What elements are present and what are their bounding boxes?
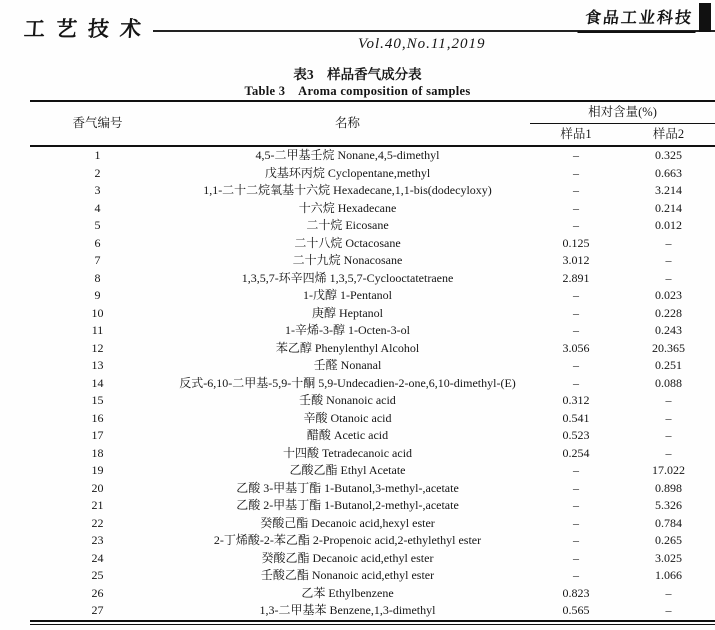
cell-name: 1,3,5,7-环辛四烯 1,3,5,7-Cyclooctatetraene — [241, 270, 454, 285]
table-row — [30, 427, 715, 445]
cell-sample2: – — [665, 253, 672, 267]
table-body — [30, 146, 715, 621]
table-row — [30, 532, 715, 550]
table-row — [30, 217, 715, 235]
header-relative-content: 相对含量(%) — [530, 101, 715, 124]
cell-sample1: – — [573, 463, 579, 477]
table-row — [30, 392, 715, 410]
cell-sample1: 3.056 — [562, 340, 590, 355]
cell-aroma-no: 5 — [94, 218, 101, 232]
cell-sample1: – — [573, 305, 579, 320]
cell-aroma-no: 20 — [91, 480, 104, 495]
table-row — [30, 410, 715, 428]
cell-sample1: 0.125 — [562, 235, 590, 250]
cell-aroma-no: 10 — [91, 305, 104, 320]
cell-sample1: – — [573, 200, 579, 215]
cell-sample2: 0.784 — [655, 515, 682, 530]
cell-sample1: – — [573, 568, 579, 582]
cell-sample1: 2.891 — [562, 270, 590, 285]
cell-name: 苯乙醇 Phenylenthyl Alcohol — [275, 340, 420, 355]
cell-aroma-no: 16 — [91, 410, 104, 425]
cell-sample2: – — [665, 270, 672, 285]
cell-aroma-no: 12 — [91, 340, 104, 355]
table-row — [30, 602, 715, 621]
cell-aroma-no: 19 — [91, 463, 104, 477]
cell-aroma-no: 27 — [91, 603, 104, 617]
cell-sample1: – — [573, 550, 579, 565]
cell-sample2: 0.214 — [655, 200, 682, 215]
cell-sample2: 0.012 — [655, 218, 682, 232]
cell-aroma-no: 23 — [91, 533, 104, 547]
table-row — [30, 165, 715, 183]
cell-aroma-no: 26 — [91, 585, 104, 600]
cell-name: 辛酸 Otanoic acid — [303, 410, 392, 425]
cell-name: 1,1-二十二烷氧基十六烷 Hexadecane,1,1-bis(dodecyloxy) — [203, 183, 492, 197]
cell-sample2: 3.214 — [655, 183, 682, 197]
cell-sample1: – — [573, 375, 579, 390]
cell-sample2: 0.251 — [655, 358, 682, 372]
cell-aroma-no: 13 — [91, 358, 104, 372]
table-row — [30, 515, 715, 533]
cell-sample1: – — [573, 515, 579, 530]
table-row — [30, 340, 715, 358]
cell-sample2: 0.023 — [655, 288, 682, 302]
cell-sample1: 0.823 — [562, 585, 590, 600]
cell-sample1: – — [573, 183, 579, 197]
cell-aroma-no: 6 — [94, 235, 101, 250]
table-header — [30, 101, 715, 146]
table-title-en: Table 3 Aroma composition of samples — [244, 84, 471, 98]
cell-sample2: – — [665, 410, 672, 425]
table-title-zh: 表3 样品香气成分表 — [293, 67, 422, 82]
header-name: 名称 — [334, 116, 360, 130]
journal-logo-bar-icon — [699, 3, 711, 32]
cell-name: 1-戊醇 1-Pentanol — [303, 288, 392, 302]
cell-name: 二十八烷 Octacosane — [294, 235, 401, 250]
cell-sample2: – — [665, 603, 672, 617]
table-row — [30, 287, 715, 305]
cell-aroma-no: 3 — [94, 183, 101, 197]
cell-sample2: 0.088 — [655, 375, 682, 390]
cell-name: 十四酸 Tetradecanoic acid — [282, 445, 413, 460]
cell-name: 二十烷 Eicosane — [306, 218, 389, 232]
cell-aroma-no: 15 — [91, 393, 104, 407]
cell-name: 壬酸 Nonanoic acid — [299, 393, 396, 407]
cell-name: 庚醇 Heptanol — [312, 305, 383, 320]
cell-name: 壬酸乙酯 Nonanoic acid,ethyl ester — [260, 568, 435, 582]
table-row — [30, 252, 715, 270]
table-row — [30, 146, 715, 165]
cell-sample2: 0.243 — [655, 323, 682, 337]
cell-name: 1-辛烯-3-醇 1-Octen-3-ol — [285, 323, 410, 337]
cell-aroma-no: 11 — [91, 323, 104, 337]
cell-aroma-no: 7 — [94, 253, 101, 267]
header-sample2: 样品2 — [652, 127, 685, 141]
cell-sample1: 0.312 — [562, 393, 590, 407]
table-row — [30, 357, 715, 375]
cell-sample2: – — [665, 393, 672, 407]
journal-logo — [579, 3, 711, 33]
cell-sample2: 0.228 — [655, 305, 682, 320]
cell-sample2: 0.663 — [655, 165, 682, 180]
journal-logo-text: 食品工业科技 — [577, 3, 698, 33]
cell-sample1: 0.523 — [562, 428, 590, 442]
cell-sample2: – — [665, 428, 672, 442]
cell-sample2: – — [665, 585, 672, 600]
table-row — [30, 322, 715, 340]
cell-aroma-no: 9 — [94, 288, 101, 302]
table-row — [30, 550, 715, 568]
cell-aroma-no: 25 — [91, 568, 104, 582]
cell-sample1: – — [573, 480, 579, 495]
cell-name: 2-丁烯酸-2-苯乙酯 2-Propenoic acid,2-ethylethyl ester — [213, 533, 482, 547]
table-row — [30, 182, 715, 200]
cell-sample1: 3.012 — [562, 253, 590, 267]
cell-sample1: 0.565 — [562, 603, 590, 617]
cell-aroma-no: 24 — [91, 550, 104, 565]
cell-aroma-no: 17 — [91, 428, 104, 442]
header-aroma-no: 香气编号 — [72, 116, 123, 130]
cell-sample2: 0.898 — [655, 480, 682, 495]
table-row — [30, 585, 715, 603]
cell-sample1: – — [573, 533, 579, 547]
cell-sample1: – — [573, 358, 579, 372]
cell-sample1: – — [573, 218, 579, 232]
aroma-composition-table-wrap — [30, 100, 715, 625]
table-row — [30, 480, 715, 498]
cell-sample2: – — [665, 445, 672, 460]
cell-aroma-no: 21 — [91, 498, 104, 512]
cell-aroma-no: 14 — [91, 375, 104, 390]
cell-aroma-no: 4 — [94, 200, 101, 215]
volume-issue-info: Vol.40,No.11,2019 — [358, 36, 486, 52]
cell-name: 壬醛 Nonanal — [313, 358, 382, 372]
cell-sample1: – — [573, 498, 579, 512]
column-section-title: 工艺技术 — [23, 17, 153, 41]
cell-aroma-no: 8 — [94, 270, 101, 285]
table-row — [30, 270, 715, 288]
cell-sample2: 0.265 — [655, 533, 682, 547]
cell-sample2: – — [665, 235, 672, 250]
aroma-composition-table — [30, 100, 715, 622]
cell-sample1: 0.254 — [562, 445, 590, 460]
cell-sample2: 1.066 — [655, 568, 682, 582]
cell-sample1: – — [573, 288, 579, 302]
cell-name: 醋酸 Acetic acid — [306, 428, 389, 442]
cell-name: 乙苯 Ethylbenzene — [301, 585, 394, 600]
cell-aroma-no: 1 — [94, 148, 101, 162]
table-row — [30, 567, 715, 585]
cell-aroma-no: 18 — [91, 445, 104, 460]
cell-name: 乙酸 2-甲基丁酯 1-Butanol,2-methyl-,acetate — [236, 498, 459, 512]
cell-sample1: – — [573, 165, 579, 180]
cell-name: 反式-6,10-二甲基-5,9-十酮 5,9-Undecadien-2-one,6,10-dimethyl-(E) — [179, 375, 516, 390]
cell-name: 癸酸己酯 Decanoic acid,hexyl ester — [260, 515, 435, 530]
table-row — [30, 305, 715, 323]
cell-name: 乙酸 3-甲基丁酯 1-Butanol,3-methyl-,acetate — [236, 480, 459, 495]
cell-sample2: 3.025 — [655, 550, 682, 565]
cell-sample1: – — [573, 148, 579, 162]
cell-sample2: 0.325 — [655, 148, 682, 162]
cell-sample2: 5.326 — [655, 498, 682, 512]
cell-aroma-no: 2 — [94, 165, 101, 180]
cell-sample2: 20.365 — [652, 340, 685, 355]
table-row — [30, 445, 715, 463]
table-row — [30, 375, 715, 393]
cell-name: 乙酸乙酯 Ethyl Acetate — [289, 463, 406, 477]
header-sample1: 样品1 — [560, 127, 592, 141]
cell-name: 十六烷 Hexadecane — [298, 200, 397, 215]
cell-sample1: – — [573, 323, 579, 337]
cell-sample2: 17.022 — [652, 463, 685, 477]
cell-sample1: 0.541 — [562, 410, 590, 425]
cell-name: 戊基环丙烷 Cyclopentane,methyl — [264, 165, 431, 180]
table-row — [30, 497, 715, 515]
table-row — [30, 200, 715, 218]
cell-name: 癸酸乙酯 Decanoic acid,ethyl ester — [261, 550, 434, 565]
table-row — [30, 462, 715, 480]
cell-name: 4,5-二甲基壬烷 Nonane,4,5-dimethyl — [255, 148, 440, 162]
cell-name: 二十九烷 Nonacosane — [292, 253, 403, 267]
table-row — [30, 235, 715, 253]
cell-aroma-no: 22 — [91, 515, 104, 530]
cell-name: 1,3-二甲基苯 Benzene,1,3-dimethyl — [259, 603, 436, 617]
